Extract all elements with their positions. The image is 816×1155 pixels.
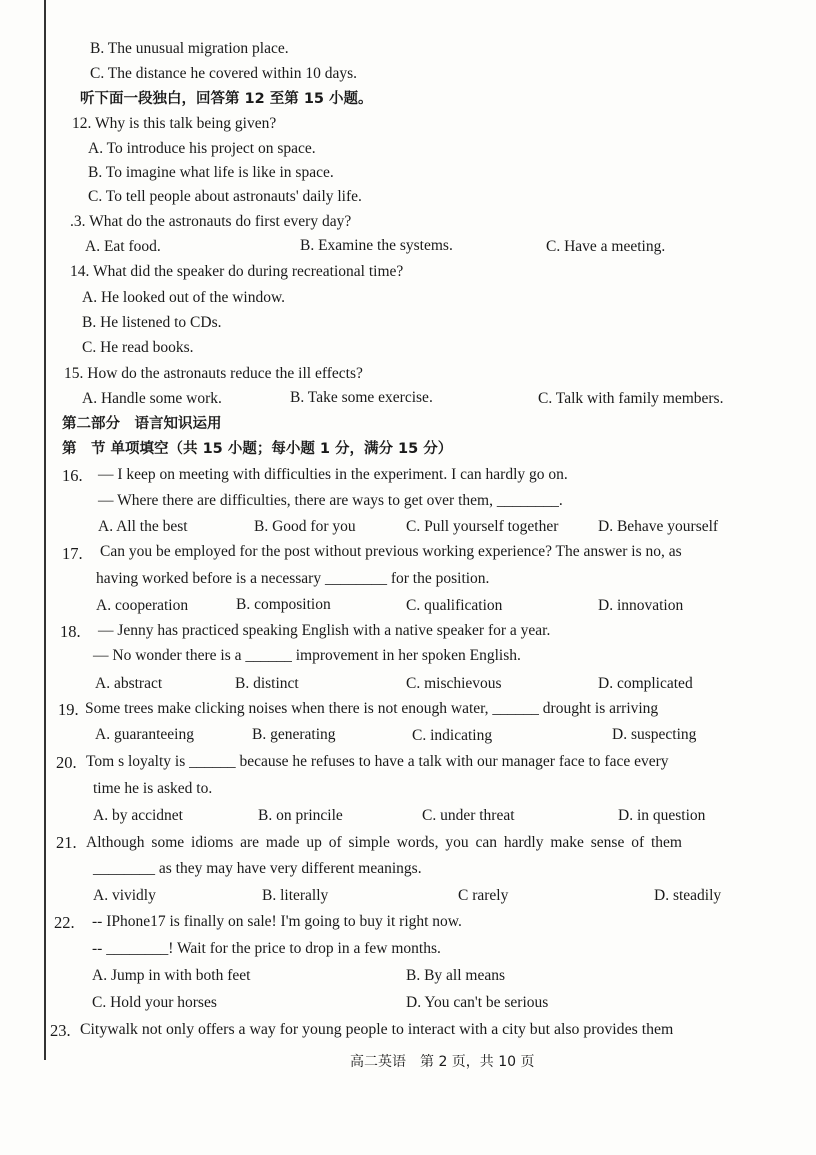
q16-line1: — I keep on meeting with difficulties in the experiment. I can hardly go on. <box>98 466 568 483</box>
q11-option-c: C. The distance he covered within 10 days. <box>90 65 358 82</box>
q16-option-a: A. All the best <box>98 518 188 535</box>
q20-option-d: D. in question <box>618 807 706 824</box>
q21-line1: Although some idioms are made up of simple words, you can hardly make sense of them <box>86 834 682 851</box>
q13-stem: .3. What do the astronauts do first every day? <box>70 213 352 230</box>
q14-option-b: B. He listened to CDs. <box>82 314 222 331</box>
q22-line2: -- ________! Wait for the price to drop in a few months. <box>92 940 441 957</box>
q15-option-b: B. Take some exercise. <box>290 389 433 406</box>
q19-option-a: A. guaranteeing <box>95 726 194 743</box>
q18-line2: — No wonder there is a ______ improvement in her spoken English. <box>93 647 521 664</box>
q13-option-a: A. Eat food. <box>85 238 161 255</box>
q17-number: 17. <box>62 544 83 563</box>
q20-line2: time he is asked to. <box>93 780 213 797</box>
section-instruction-12-15: 听下面一段独白，回答第 12 至第 15 小题。 <box>80 91 373 107</box>
q22-number: 22. <box>54 913 75 932</box>
q12-option-a: A. To introduce his project on space. <box>88 140 316 157</box>
q18-option-c: C. mischievous <box>406 675 502 692</box>
q17-option-c: C. qualification <box>406 597 503 614</box>
q14-option-a: A. He looked out of the window. <box>82 289 286 306</box>
q21-option-b: B. literally <box>262 887 329 904</box>
q21-line2: ________ as they may have very different meanings. <box>93 860 422 877</box>
q20-line1: Tom s loyalty is ______ because he refuses to have a talk with our manager face to face every <box>86 753 669 770</box>
q23-line1: Citywalk not only offers a way for young people to interact with a city but also provides them <box>80 1021 674 1038</box>
q18-option-d: D. complicated <box>598 675 693 692</box>
q15-option-a: A. Handle some work. <box>82 390 222 407</box>
q20-option-a: A. by accidnet <box>93 807 183 824</box>
q21-number: 21. <box>56 833 77 852</box>
part2-section-heading: 第 节 单项填空（共 15 小题；每小题 1 分，满分 15 分） <box>62 441 453 457</box>
q19-option-d: D. suspecting <box>612 726 697 743</box>
q17-option-d: D. innovation <box>598 597 684 614</box>
q16-line2: — Where there are difficulties, there are ways to get over them, ________. <box>98 492 563 509</box>
q18-number: 18. <box>60 622 81 641</box>
q12-stem: 12. Why is this talk being given? <box>72 115 277 132</box>
q17-option-b: B. composition <box>236 596 331 613</box>
q21-option-a: A. vividly <box>93 887 156 904</box>
q17-option-a: A. cooperation <box>96 597 189 614</box>
q19-number: 19. <box>58 700 79 719</box>
q17-line1: Can you be employed for the post without previous working experience? The answer is no, as <box>100 543 682 560</box>
q12-option-b: B. To imagine what life is like in space. <box>88 164 334 181</box>
page-footer: 高二英语 第 2 页，共 10 页 <box>350 1054 535 1070</box>
q22-option-b: B. By all means <box>406 967 506 984</box>
part2-title: 第二部分 语言知识运用 <box>62 416 222 432</box>
q20-number: 20. <box>56 753 77 772</box>
q18-option-a: A. abstract <box>95 675 163 692</box>
q23-number: 23. <box>50 1021 71 1040</box>
q12-option-c: C. To tell people about astronauts' daily life. <box>88 188 362 205</box>
q19-option-c: C. indicating <box>412 727 493 744</box>
q16-option-b: B. Good for you <box>254 518 356 535</box>
q15-stem: 15. How do the astronauts reduce the ill effects? <box>64 365 363 382</box>
binding-margin-line <box>44 0 46 1060</box>
q22-option-c: C. Hold your horses <box>92 994 217 1011</box>
q14-option-c: C. He read books. <box>82 339 194 356</box>
q18-option-b: B. distinct <box>235 675 299 692</box>
q11-option-b: B. The unusual migration place. <box>90 40 289 57</box>
q20-option-c: C. under threat <box>422 807 515 824</box>
q13-option-b: B. Examine the systems. <box>300 237 453 254</box>
q21-option-d: D. steadily <box>654 887 722 904</box>
q15-option-c: C. Talk with family members. <box>538 390 724 407</box>
q16-option-c: C. Pull yourself together <box>406 518 559 535</box>
q18-line1: — Jenny has practiced speaking English with a native speaker for a year. <box>98 622 551 639</box>
q16-number: 16. <box>62 466 83 485</box>
q20-option-b: B. on princile <box>258 807 343 824</box>
q14-stem: 14. What did the speaker do during recreational time? <box>70 263 404 280</box>
q21-option-c: C rarely <box>458 887 509 904</box>
q22-option-a: A. Jump in with both feet <box>92 967 251 984</box>
q19-option-b: B. generating <box>252 726 336 743</box>
q16-option-d: D. Behave yourself <box>598 518 719 535</box>
q17-line2: having worked before is a necessary ________ for the position. <box>96 570 490 587</box>
q19-line1: Some trees make clicking noises when there is not enough water, ______ drought is arriving <box>85 700 659 717</box>
q22-option-d: D. You can't be serious <box>406 994 549 1011</box>
q13-option-c: C. Have a meeting. <box>546 238 666 255</box>
q22-line1: -- IPhone17 is finally on sale! I'm going to buy it right now. <box>92 913 462 930</box>
